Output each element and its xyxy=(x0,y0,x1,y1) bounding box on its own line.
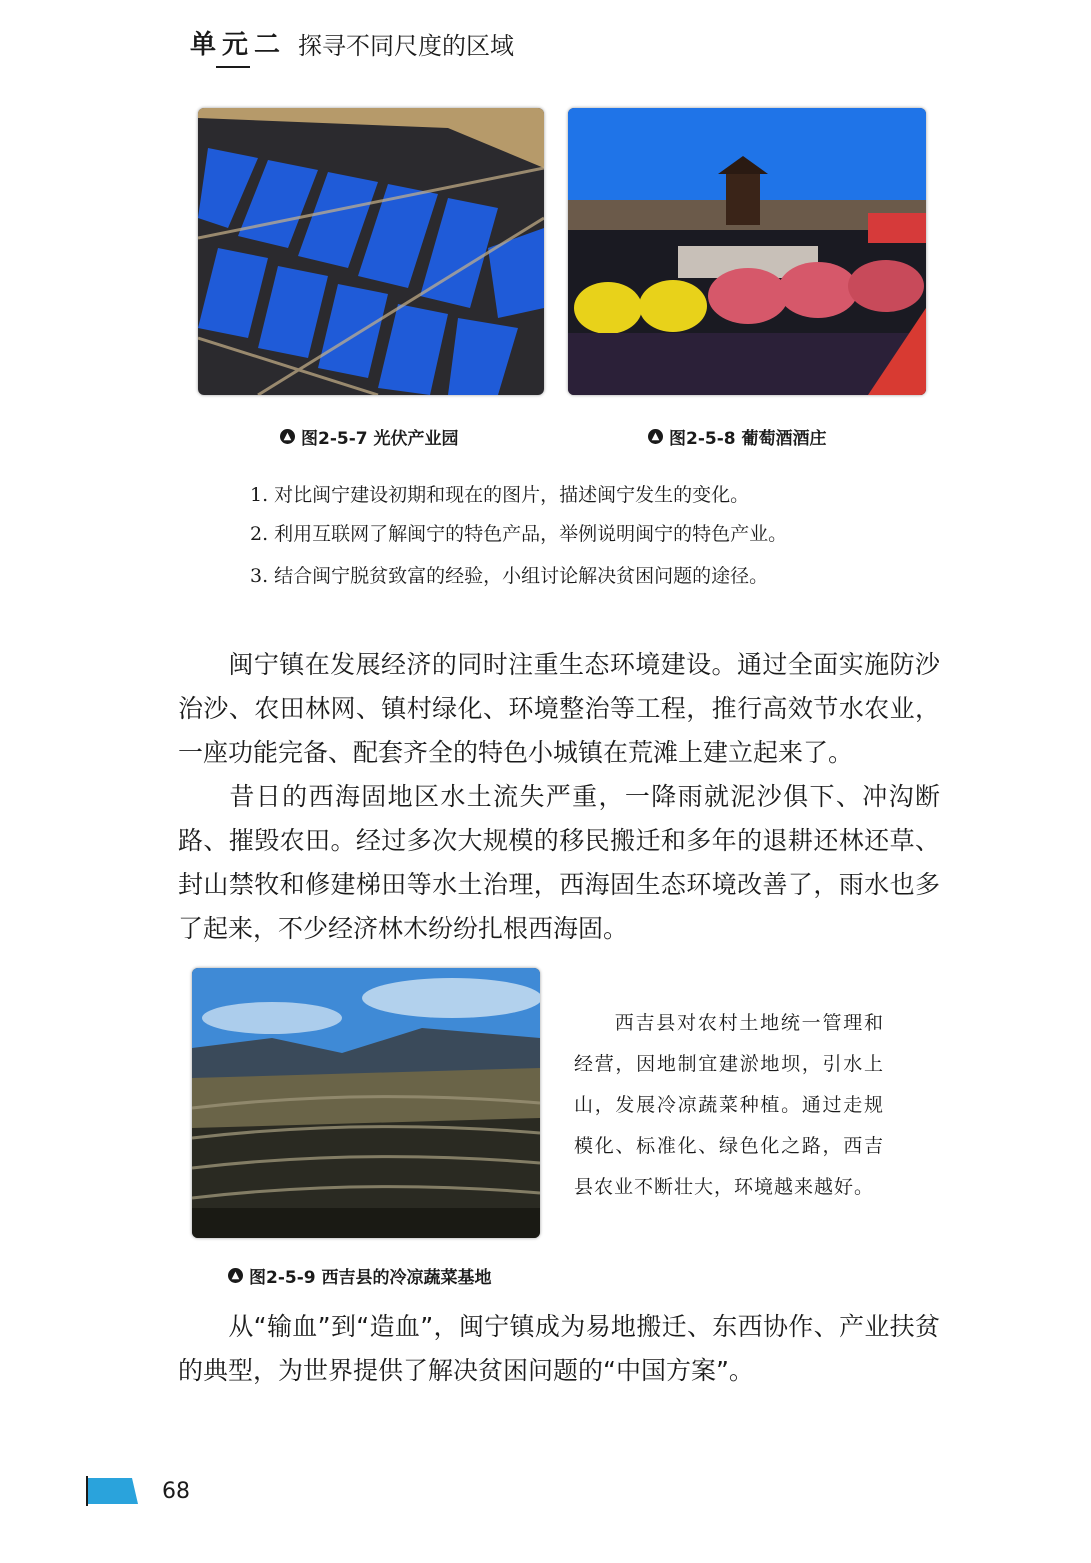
question-3: 3. 结合闽宁脱贫致富的经验，小组讨论解决贫困问题的途径。 xyxy=(250,565,769,587)
vegetable-base-photo xyxy=(192,968,540,1238)
paragraph-1: 闽宁镇在发展经济的同时注重生态环境建设。通过全面实施防沙治沙、农田林网、镇村绿化、环境整治等工程，推行高效节水农业，一座功能完备、配套齐全的特色小城镇在荒滩上建立起来了。 xyxy=(178,650,940,767)
photo-icon: ▲ xyxy=(228,1268,243,1283)
unit-label: 单元二 xyxy=(190,30,287,60)
unit-underline xyxy=(216,66,250,68)
page-number: 68 xyxy=(162,1479,190,1504)
winery-photo xyxy=(568,108,926,395)
photo-icon: ▲ xyxy=(280,429,295,444)
question-1: 1. 对比闽宁建设初期和现在的图片，描述闽宁发生的变化。 xyxy=(250,484,750,506)
solar-park-photo xyxy=(198,108,544,395)
fig-2-5-9-caption: ▲ 图2-5-9 西吉县的冷凉蔬菜基地 xyxy=(228,1263,492,1288)
paragraph-2: 昔日的西海固地区水土流失严重，一降雨就泥沙俱下、冲沟断路、摧毁农田。经过多次大规模的移民搬迁和多年的退耕还林还草、封山禁牧和修建梯田等水土治理，西海固生态环境改善了，雨水也多了起来，不少经济林木纷纷扎根西海固。 xyxy=(178,782,940,943)
page-tab-marker xyxy=(86,1476,138,1506)
fig-2-5-7-caption: ▲ 图2-5-7 光伏产业园 xyxy=(280,424,459,449)
photo-icon: ▲ xyxy=(648,429,663,444)
side-note: 西吉县对农村土地统一管理和经营，因地制宜建淤地坝，引水上山，发展冷凉蔬菜种植。通过走规模化、标准化、绿色化之路，西吉县农业不断壮大，环境越来越好。 xyxy=(574,1012,884,1198)
fig-2-5-8-caption: ▲ 图2-5-8 葡萄酒酒庄 xyxy=(648,424,827,449)
unit-title: 探寻不同尺度的区域 xyxy=(298,32,514,60)
question-2: 2. 利用互联网了解闽宁的特色产品，举例说明闽宁的特色产业。 xyxy=(250,523,788,545)
paragraph-3: 从“输血”到“造血”，闽宁镇成为易地搬迁、东西协作、产业扶贫的典型，为世界提供了解决贫困问题的“中国方案”。 xyxy=(178,1312,940,1385)
